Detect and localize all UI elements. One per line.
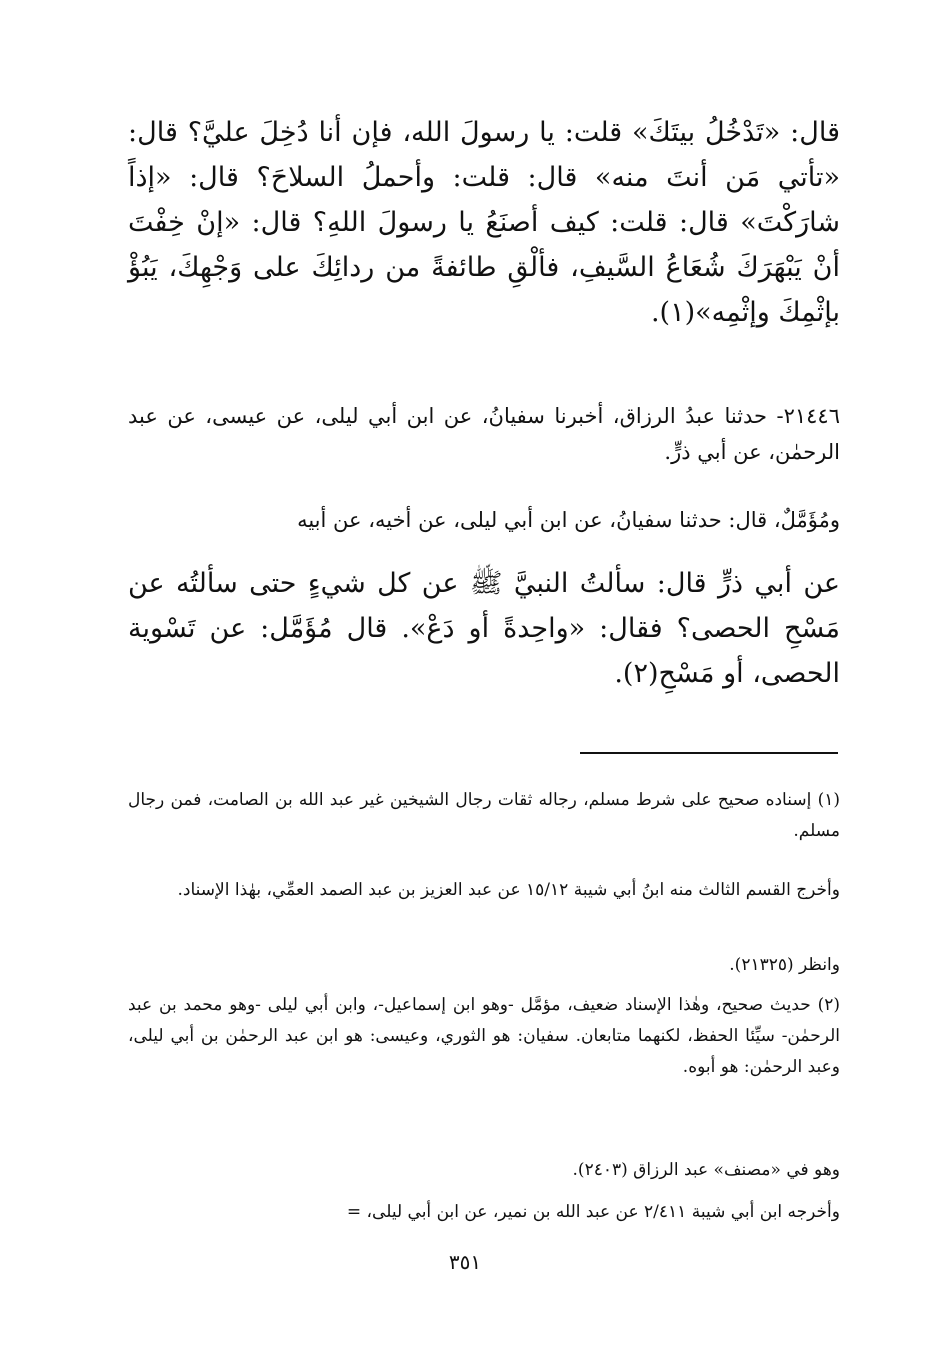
footnote-1-line-2: وأخرج القسم الثالث منه ابنُ أبي شيبة ١٥/١٢ عن عبد العزيز بن عبد الصمد العمِّي، بهٰذا الإسناد. xyxy=(177,880,840,900)
footnote-1-line-1: (١) إسناده صحيح على شرط مسلم، رجاله ثقات رجال الشيخين غير عبد الله بن الصامت، فمن رجال مسلم. xyxy=(128,790,840,841)
footnote-1-line-3: وانظر (٢١٣٢٥). xyxy=(729,955,840,975)
main-paragraph-4: عن أبي ذرٍّ قال: سألتُ النبيَّ ﷺ عن كل شيءٍ حتى سألتُه عن مَسْحِ الحصى؟ فقال: «واحِدةً أو دَعْ». قال مُؤَمَّل: عن تَسْوية الحصى، أو مَسْحِ(٢). xyxy=(128,568,840,689)
footnote-2-line-1: (٢) حديث صحيح، وهٰذا الإسناد ضعيف، مؤمَّل -وهو ابن إسماعيل-، وابن أبي ليلى -وهو محمد بن عبد الرحمٰن- سيِّئا الحفظ، لكنهما متابعان. سفيان: هو الثوري، وعيسى: هو ابن عبد الرحمٰن بن أبي ليلى، وعبد الرحمٰن: هو أبوه. xyxy=(128,995,840,1077)
footnote-2-line-2: وهو في «مصنف» عبد الرزاق (٢٤٠٣). xyxy=(572,1160,840,1180)
hadith-paragraph-2: ٢١٤٤٦- حدثنا عبدُ الرزاق، أخبرنا سفيانُ، عن ابن أبي ليلى، عن عيسى، عن عبد الرحمٰن، عن أبي ذرٍّ. xyxy=(128,404,840,464)
footnote-2-line-3: وأخرجه ابن أبي شيبة ٢/٤١١ عن عبد الله بن نمير، عن ابن أبي ليلى، = xyxy=(346,1202,840,1222)
hadith-paragraph-3: ومُؤَمَّلٌ، قال: حدثنا سفيانُ، عن ابن أبي ليلى، عن أخيه، عن أبيه xyxy=(297,508,840,532)
footnote-divider xyxy=(580,752,838,754)
main-paragraph-1: قال: «تَدْخُلُ بيتَكَ» قلت: يا رسولَ الله، فإن أنا دُخِلَ عليَّ؟ قال: «تأتي مَن أنتَ منه» قال: قلت: وأحملُ السلاحَ؟ قال: «إذاً شارَكْتَ» قال: قلت: كيف أصنَعُ يا رسولَ اللهِ؟ قال: «إنْ خِفْتَ أنْ يَبْهَرَكَ شُعَاعُ السَّيفِ، فألْقِ طائفةً من ردائِكَ على وَجْهِكَ، يَبُؤْ بإثْمِكَ وإثْمِه»(١). xyxy=(128,117,840,328)
page-number: ٣٥١ xyxy=(448,1250,482,1274)
